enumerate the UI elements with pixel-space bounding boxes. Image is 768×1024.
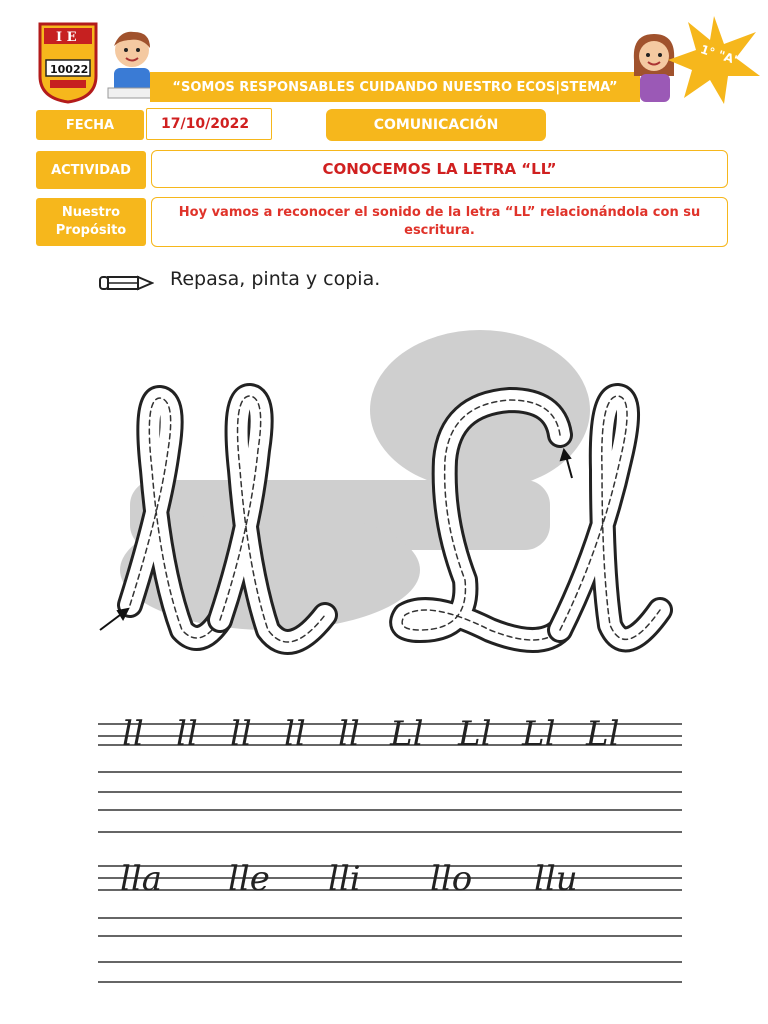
practice-item: ll bbox=[338, 714, 360, 754]
practice-syllable: lle bbox=[228, 859, 270, 899]
practice-syllable: llu bbox=[534, 859, 578, 899]
practice-item: ll bbox=[284, 714, 306, 754]
logo-letters: I E bbox=[56, 30, 77, 45]
practice-syllable: lli bbox=[328, 859, 361, 899]
practice-item: Ll bbox=[522, 714, 556, 754]
school-logo-icon bbox=[36, 20, 100, 104]
practice-item: Ll bbox=[458, 714, 492, 754]
practice-syllable: llo bbox=[430, 859, 473, 899]
practice-syllable: lla bbox=[120, 859, 163, 899]
proposito-label bbox=[36, 198, 146, 246]
actividad-label: ACTIVIDAD bbox=[36, 151, 146, 189]
practice-item: ll bbox=[122, 714, 144, 754]
practice-item: Ll bbox=[586, 714, 620, 754]
proposito-label-line1: Nuestro bbox=[61, 205, 121, 221]
practice-lines bbox=[98, 700, 682, 990]
practice-item: Ll bbox=[390, 714, 424, 754]
practice-item: ll bbox=[230, 714, 252, 754]
instruction-text: Repasa, pinta y copia. bbox=[170, 268, 381, 290]
tracing-letters-figure bbox=[90, 330, 700, 690]
pencil-icon bbox=[98, 274, 154, 292]
start-arrow-icon bbox=[100, 609, 128, 630]
proposito-label-line2: Propósito bbox=[55, 223, 127, 238]
proposito-value: Hoy vamos a reconocer el sonido de la letra “LL” relacionándola con su escritura. bbox=[151, 197, 728, 247]
actividad-value: CONOCEMOS LA LETRA “LL” bbox=[151, 150, 728, 188]
practice-item: ll bbox=[176, 714, 198, 754]
key-silhouette-icon bbox=[120, 330, 590, 630]
fecha-label: FECHA bbox=[36, 110, 144, 140]
motto-banner: “SOMOS RESPONSABLES CUIDANDO NUESTRO ECOS|STEMA” bbox=[150, 72, 640, 102]
grade-label: 1° "A" bbox=[698, 42, 742, 68]
fecha-value: 17/10/2022 bbox=[146, 108, 272, 140]
logo-number: 10022 bbox=[50, 63, 89, 76]
area-label: COMUNICACIÓN bbox=[326, 109, 546, 141]
